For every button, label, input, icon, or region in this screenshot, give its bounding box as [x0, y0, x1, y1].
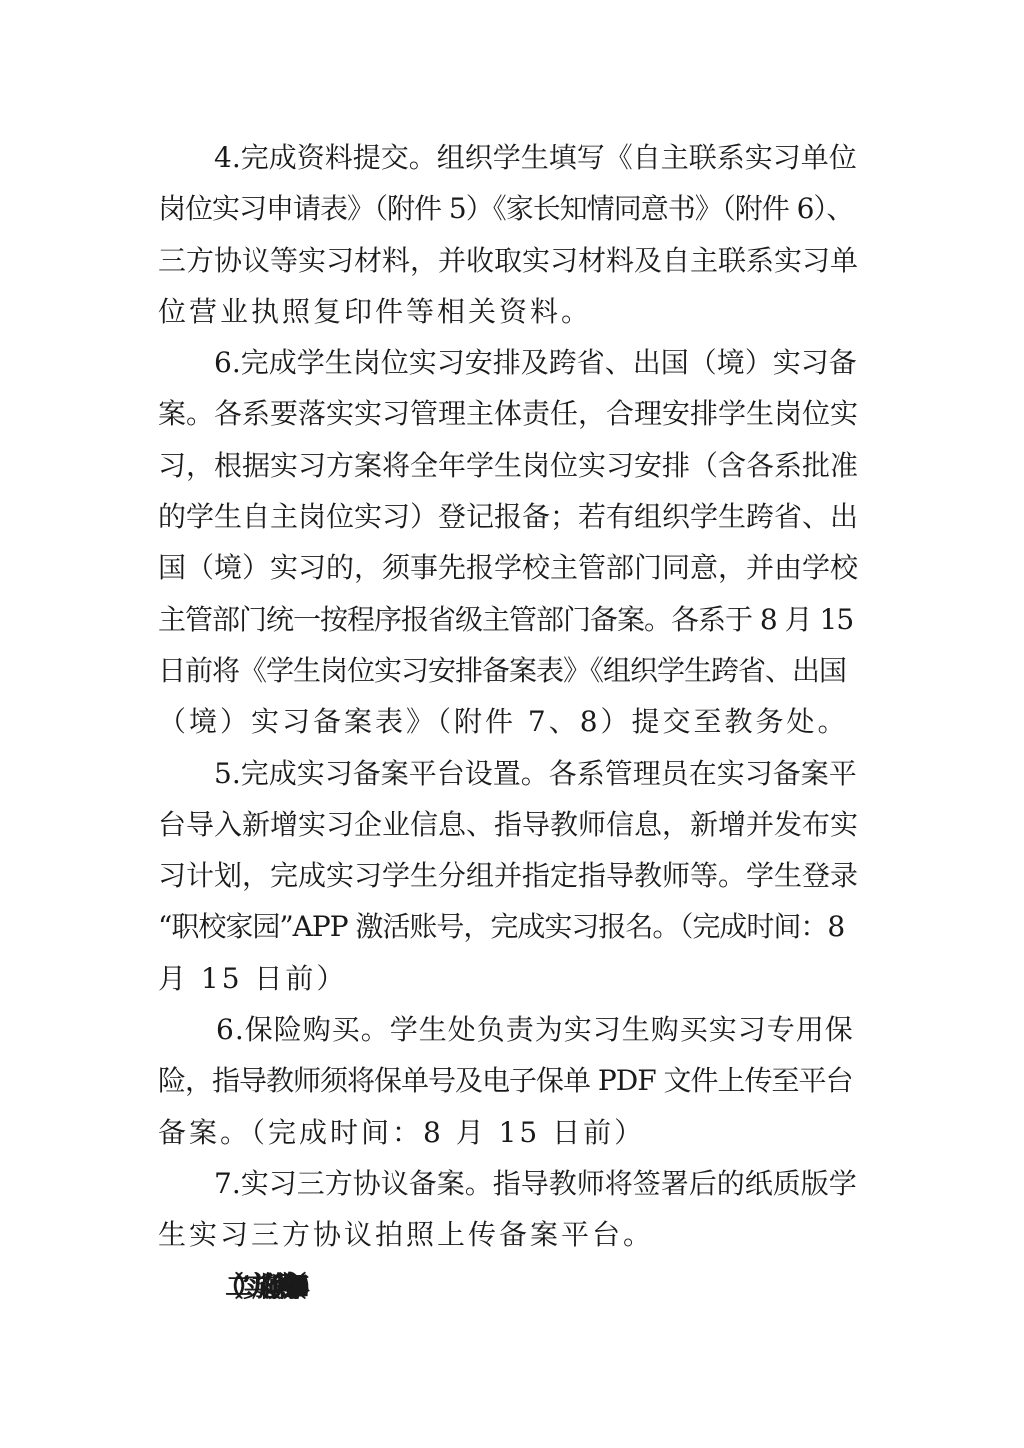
text-line: 5.完成实习备案平台设置。各系管理员在实习备案平	[158, 756, 857, 790]
text-line: 三方协议等实习材料，并收取实习材料及自主联系实习单	[158, 243, 859, 277]
text-line: 7.实习三方协议备案。指导教师将签署后的纸质版学	[158, 1166, 857, 1200]
text-line: 习，根据实习方案将全年学生岗位实习安排（含各系批准	[158, 448, 859, 482]
text-line: 案。各系要落实实习管理主体责任，合理安排学生岗位实	[158, 397, 859, 431]
text-line: 台导入新增实习企业信息、指导教师信息，新增并发布实	[158, 807, 859, 841]
text-line: 习计划，完成实习学生分组并指定指导教师等。学生登录	[158, 859, 859, 893]
text-line: 岗位实习申请表》（附件 5）《家长知情同意书》（附件 6）、	[158, 192, 854, 226]
text-line: 月 15 日前）	[158, 961, 348, 995]
text-line: 主管部门统一按程序报省级主管部门备案。各系于 8 月 15	[158, 602, 854, 636]
text-line: 4.完成资料提交。组织学生填写《自主联系实习单位	[158, 141, 857, 174]
text-line: 位营业执照复印件等相关资料。	[158, 294, 593, 328]
text-line: 的学生自主岗位实习）登记报备；若有组织学生跨省、出	[158, 500, 859, 534]
text-line: “职校家园”APP 激活账号，完成实习报名。（完成时间：8	[158, 910, 845, 944]
text-line: 6.保险购买。学生处负责为实习生购买实习专用保	[158, 1013, 854, 1047]
text-line: 险，指导教师须将保单号及电子保单 PDF 文件上传至平台	[158, 1064, 853, 1098]
text-line: 备案。（完成时间：8 月 15 日前）	[158, 1115, 646, 1149]
body-text	[158, 132, 858, 1312]
text-line: 国（境）实习的，须事先报学校主管部门同意，并由学校	[158, 551, 859, 585]
section-heading: （二）实施阶段（2024 年 9 月—2025 年 4 月）	[216, 1269, 292, 1303]
text-line: （境）实习备案表》（附件 7、8）提交至教务处。	[158, 705, 849, 739]
text-line: 6.完成学生岗位实习安排及跨省、出国（境）实习备	[158, 346, 857, 380]
text-line: 日前将《学生岗位实习安排备案表》《组织学生跨省、出国	[158, 653, 847, 687]
text-line: 生实习三方协议拍照上传备案平台。	[158, 1218, 655, 1252]
